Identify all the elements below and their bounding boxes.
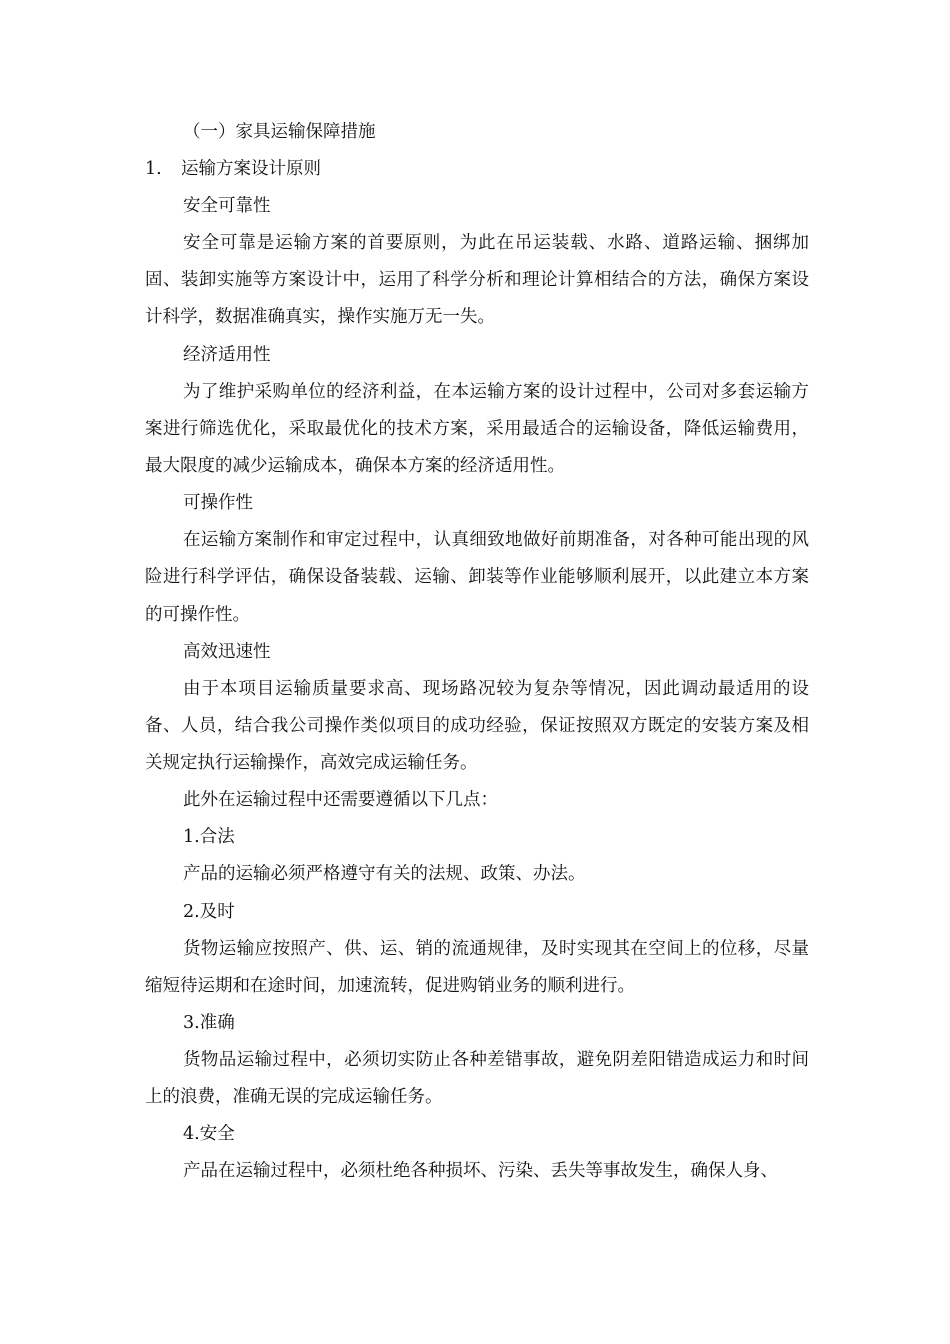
point-paragraph-legal: 产品的运输必须严格遵守有关的法规、政策、办法。 <box>183 864 586 885</box>
heading-text: 运输方案设计原则 <box>181 159 321 179</box>
heading-level-1 <box>145 151 809 188</box>
item-heading-safety: 安全可靠性 <box>183 196 271 216</box>
points-intro: 此外在运输过程中还需要遵循以下几点： <box>183 790 498 811</box>
item-paragraph-safety: 安全可靠是运输方案的首要原则，为此在吊运装载、水路、道路运输、捆绑加固、装卸实施等方案设计中，运用了科学分析和理论计算相结合的方法，确保方案设计科学，数据准确真实，操作实施万无一失。 <box>145 233 809 328</box>
item-paragraph-economy: 为了维护采购单位的经济利益，在本运输方案的设计过程中，公司对多套运输方案进行筛选优化，采取最优化的技术方案，采用最适合的运输设备，降低运输费用，最大限度的减少运输成本，确保本方案的经济适用性。 <box>145 381 809 477</box>
point-heading-timely: 2.及时 <box>183 901 235 922</box>
point-paragraph-accurate: 货物品运输过程中，必须切实防止各种差错事故，避免阴差阳错造成运力和时间上的浪费，准确无误的完成运输任务。 <box>145 1050 809 1108</box>
item-heading-economy: 经济适用性 <box>183 344 271 365</box>
section-title: （一）家具运输保障措施 <box>183 122 376 142</box>
point-paragraph-safe: 产品在运输过程中，必须杜绝各种损坏、污染、丢失等事故发生，确保人身、 <box>183 1161 778 1182</box>
point-heading-safe: 4.安全 <box>183 1124 235 1145</box>
document-page <box>145 114 809 1191</box>
point-paragraph-timely: 货物运输应按照产、供、运、销的流通规律，及时实现其在空间上的位移，尽量缩短待运期和在途时间，加速流转，促进购销业务的顺利进行。 <box>145 938 809 996</box>
point-heading-legal: 1.合法 <box>183 827 235 848</box>
item-paragraph-efficiency: 由于本项目运输质量要求高、现场路况较为复杂等情况，因此调动最适用的设备、人员，结合我公司操作类似项目的成功经验，保证按照双方既定的安装方案及相关规定执行运输操作，高效完成运输任务。 <box>145 678 809 774</box>
item-heading-efficiency: 高效迅速性 <box>183 641 271 662</box>
item-heading-operability: 可操作性 <box>183 493 253 514</box>
heading-number: 1. <box>145 159 162 179</box>
item-paragraph-operability: 在运输方案制作和审定过程中，认真细致地做好前期准备，对各种可能出现的风险进行科学评估，确保设备装载、运输、卸装等作业能够顺利展开，以此建立本方案的可操作性。 <box>145 530 809 625</box>
point-heading-accurate: 3.准确 <box>183 1013 235 1034</box>
